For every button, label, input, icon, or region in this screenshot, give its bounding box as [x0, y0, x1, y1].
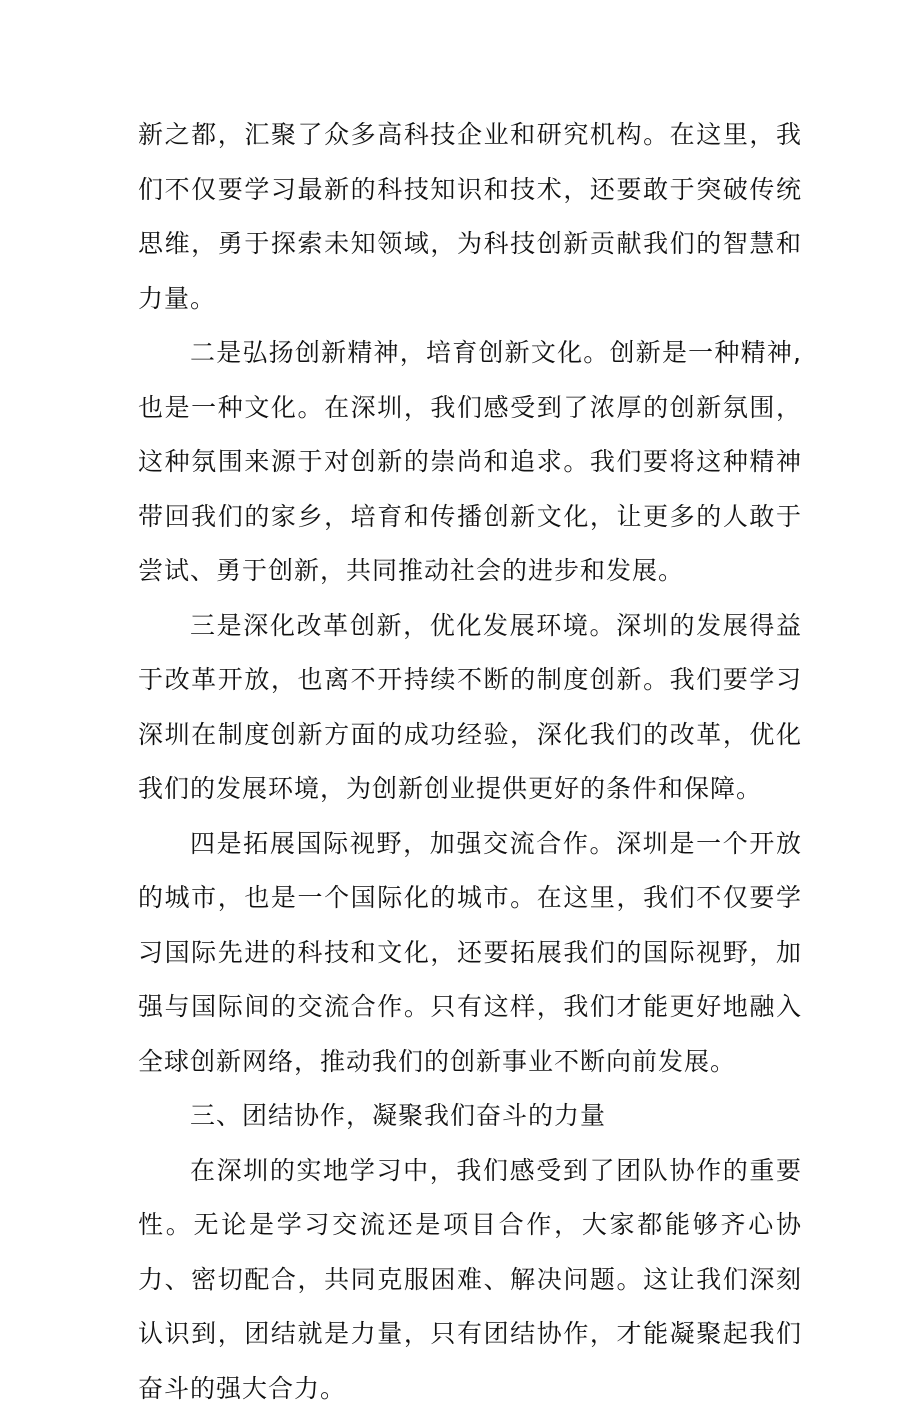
section-heading-teamwork: 三、团结协作，凝聚我们奋斗的力量	[138, 1089, 802, 1144]
paragraph-international: 四是拓展国际视野，加强交流合作。深圳是一个开放的城市，也是一个国际化的城市。在这里，我们不仅要学习国际先进的科技和文化，还要拓展我们的国际视野，加强与国际间的交流合作。只有这样，我们才能更好地融入全球创新网络，推动我们的创新事业不断向前发展。	[138, 817, 802, 1090]
paragraph-reform: 三是深化改革创新，优化发展环境。深圳的发展得益于改革开放，也离不开持续不断的制度创新。我们要学习深圳在制度创新方面的成功经验，深化我们的改革，优化我们的发展环境，为创新创业提供更好的条件和保障。	[138, 599, 802, 817]
paragraph-teamwork: 在深圳的实地学习中，我们感受到了团队协作的重要性。无论是学习交流还是项目合作，大家都能够齐心协力、密切配合，共同克服困难、解决问题。这让我们深刻认识到，团结就是力量，只有团结协作，才能凝聚起我们奋斗的强大合力。	[138, 1144, 802, 1416]
paragraph-innovation-spirit: 二是弘扬创新精神，培育创新文化。创新是一种精神,也是一种文化。在深圳，我们感受到了浓厚的创新氛围，这种氛围来源于对创新的崇尚和追求。我们要将这种精神带回我们的家乡，培育和传播创新文化，让更多的人敢于尝试、勇于创新，共同推动社会的进步和发展。	[138, 326, 802, 599]
document-body	[138, 108, 802, 1416]
paragraph-continuation: 新之都，汇聚了众多高科技企业和研究机构。在这里，我们不仅要学习最新的科技知识和技术，还要敢于突破传统思维，勇于探索未知领域，为科技创新贡献我们的智慧和力量。	[138, 108, 802, 326]
